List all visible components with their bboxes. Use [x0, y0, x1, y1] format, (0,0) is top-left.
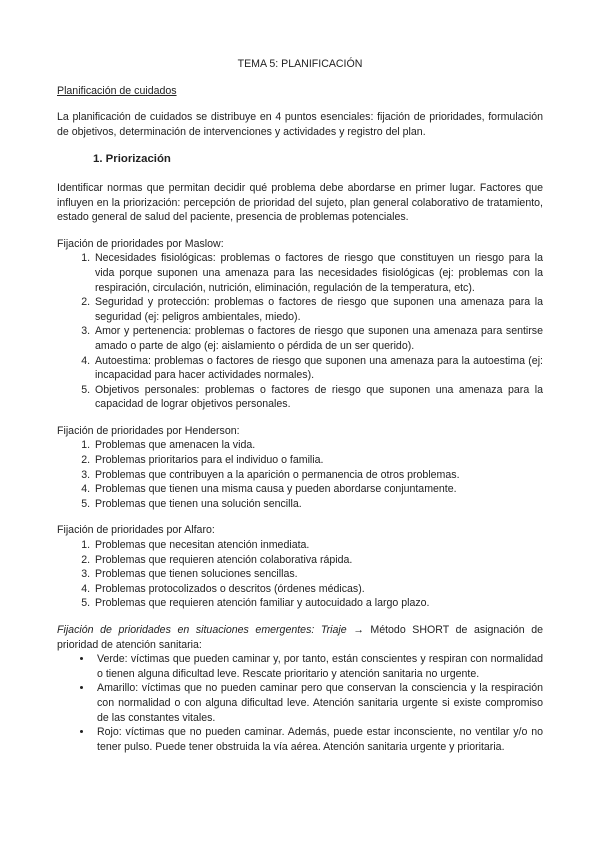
list-item: 3. Problemas que contribuyen a la aparición o permanencia de otros problemas.	[93, 468, 543, 483]
triage-list	[57, 652, 543, 754]
maslow-list	[57, 251, 543, 412]
triage-heading-italic: Fijación de prioridades en situaciones emergentes: Triaje	[57, 624, 347, 636]
list-item: 2. Problemas prioritarios para el individuo o familia.	[93, 453, 543, 468]
list-item: • Rojo: víctimas que no pueden caminar. Además, puede estar inconsciente, no ventilar y/o no tener pulso. Puede tener obstruida la vía aérea. Atención sanitaria urgente y prioritaria.	[93, 725, 543, 754]
list-item: 1. Problemas que necesitan atención inmediata.	[93, 538, 543, 553]
maslow-heading: Fijación de prioridades por Maslow:	[57, 237, 224, 250]
intro-paragraph: La planificación de cuidados se distribuye en 4 puntos esenciales: fijación de prioridades, formulación de objetivos, determinación de intervenciones y actividades y registro del plan.	[57, 111, 543, 138]
list-item: 3. Problemas que tienen soluciones sencillas.	[93, 567, 543, 582]
subtitle: Planificación de cuidados	[57, 84, 177, 97]
list-item: 1. Problemas que amenacen la vida.	[93, 438, 543, 453]
document-page	[57, 57, 543, 754]
henderson-list	[57, 438, 543, 511]
alfaro-block	[57, 523, 543, 611]
triage-block	[57, 623, 543, 754]
henderson-block	[57, 424, 543, 512]
henderson-heading: Fijación de prioridades por Henderson:	[57, 424, 240, 437]
section-heading-priorizacion: 1. Priorización	[93, 153, 171, 166]
list-item: 5. Problemas que requieren atención familiar y autocuidado a largo plazo.	[93, 596, 543, 611]
list-item: 5. Objetivos personales: problemas o factores de riesgo que suponen una amenaza para la capacidad de lograr objetivos personales.	[93, 383, 543, 412]
page-title: TEMA 5: PLANIFICACIÓN	[237, 58, 363, 70]
list-item: • Amarillo: víctimas que no pueden caminar pero que conservan la consciencia y la respiración con normalidad o con alguna dificultad leve. Atención sanitaria urgente si existe compromiso de las constantes vitales.	[93, 681, 543, 725]
list-item: 5. Problemas que tienen una solución sencilla.	[93, 497, 543, 512]
alfaro-heading: Fijación de prioridades por Alfaro:	[57, 524, 215, 537]
list-item: 3. Amor y pertenencia: problemas o factores de riesgo que suponen una amenaza para sentirse amado o parte de algo (ej: aislamiento o pérdida de un ser querido).	[93, 324, 543, 353]
triage-heading-rest: → Método SHORT de asignación de prioridad de atención sanitaria:	[57, 624, 543, 651]
list-item: 4. Autoestima: problemas o factores de riesgo que suponen una amenaza para la autoestima (ej: incapacidad para hacer actividades normales).	[93, 354, 543, 383]
list-item: 2. Problemas que requieren atención colaborativa rápida.	[93, 553, 543, 568]
maslow-block	[57, 237, 543, 412]
list-item: 4. Problemas protocolizados o descritos (órdenes médicas).	[93, 582, 543, 597]
alfaro-list	[57, 538, 543, 611]
priorizacion-paragraph: Identificar normas que permitan decidir qué problema debe abordarse en primer lugar. Factores que influyen en la priorización: percepción de prioridad del sujeto, plan general colaborativo de tratamiento, estado general de salud del paciente, presencia de problemas potenciales.	[57, 181, 543, 224]
list-item: 2. Seguridad y protección: problemas o factores de riesgo que suponen una amenaza para la seguridad (ej: peligros ambientales, miedo).	[93, 295, 543, 324]
list-item: • Verde: víctimas que pueden caminar y, por tanto, están conscientes y respiran con normalidad o tienen alguna dificultad leve. Rescate prioritario y atención sanitaria no urgente.	[93, 652, 543, 681]
list-item: 1. Necesidades fisiológicas: problemas o factores de riesgo que constituyen un riesgo para la vida porque suponen una amenaza para las necesidades fisiológicas (ej: problemas con la respiración, circulación, nutrición, eliminación, regulación de la temperatura, etc).	[93, 251, 543, 295]
triage-heading	[57, 623, 543, 652]
list-item: 4. Problemas que tienen una misma causa y pueden abordarse conjuntamente.	[93, 482, 543, 497]
